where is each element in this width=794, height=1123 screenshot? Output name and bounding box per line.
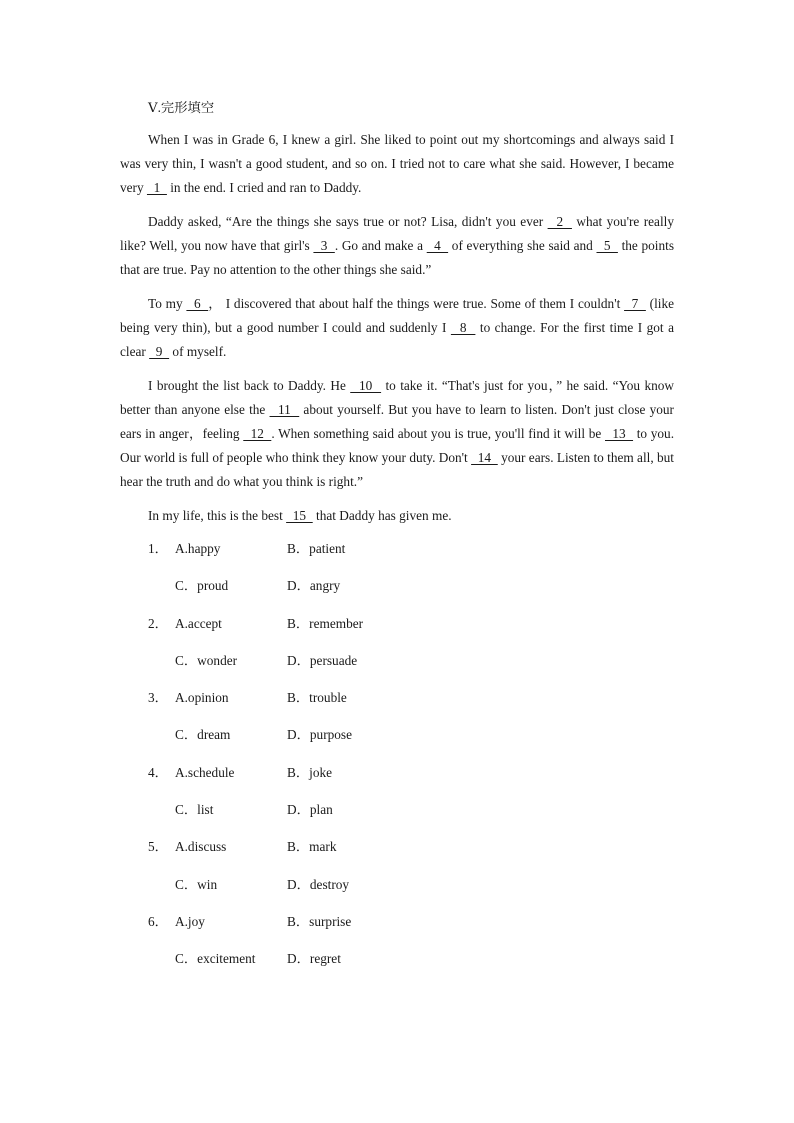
question-number: 5． (148, 839, 168, 855)
option-b: B．remember (287, 615, 364, 631)
passage-text: . When something said about you is true, you'll find it will be (271, 426, 605, 441)
option-a: A.opinion (175, 690, 229, 706)
passage-paragraph (120, 374, 674, 494)
option-a: A.accept (175, 615, 222, 631)
blank-number: 3 (313, 238, 335, 253)
option-a: A.schedule (175, 764, 235, 780)
passage-paragraph (120, 210, 674, 282)
question-row (120, 798, 674, 835)
question-row (120, 649, 674, 686)
passage-text: I brought the list back to Daddy. He (148, 378, 351, 393)
passage-text: what you're really like? Well, you now have that girl's (120, 214, 674, 253)
blank-number: 14 (471, 450, 498, 465)
passage-text: that Daddy has given me. (312, 508, 452, 523)
passage-text: to take it. “That's just for you，” he said. “You know better than anyone else the (120, 378, 674, 417)
option-c: C．win (175, 876, 218, 892)
passage-text: (like being very thin), but a good number I could and suddenly I (120, 296, 675, 335)
option-c: C．list (175, 802, 214, 818)
section-title: Ⅴ.完形填空 (148, 100, 215, 115)
option-c: C．excitement (175, 951, 256, 967)
passage-text: In my life, this is the best (148, 508, 287, 523)
answer-options (120, 537, 674, 985)
option-b: B．patient (287, 541, 346, 556)
passage-text: of everything she said and (448, 238, 597, 253)
blank-number: 2 (547, 214, 572, 229)
passage-text: to you. Our world is full of people who think they know your duty. Don't (120, 426, 675, 465)
option-d: D．purpose (287, 727, 352, 743)
option-c: C．proud (175, 578, 229, 594)
passage-text: Daddy asked, “Are the things she says true or not? Lisa, didn't you ever (148, 214, 548, 229)
option-b: B．joke (287, 764, 333, 780)
blank-number: 5 (596, 238, 618, 253)
option-b: B．trouble (287, 690, 347, 706)
option-a: A.joy (175, 913, 205, 929)
option-a: A.happy (175, 541, 221, 556)
option-d: D．regret (287, 951, 341, 967)
blank-number: 8 (450, 320, 476, 335)
option-a: A.discuss (175, 839, 227, 855)
passage-paragraph (120, 292, 674, 364)
option-d: D．plan (287, 802, 333, 818)
blank-number: 15 (286, 508, 313, 523)
passage-text: about yourself. But you have to learn to listen. Don't just close your ears in anger，feeling (120, 402, 674, 441)
question-number: 3． (148, 690, 168, 706)
cloze-passage (120, 128, 674, 528)
option-c: C．wonder (175, 652, 238, 668)
question-row (120, 537, 674, 574)
passage-text: When I was in Grade 6, I knew a girl. She liked to point out my shortcomings and always said I was very thin, I wasn't a good student, and so on. I tried not to care what she said. However, I became very (120, 132, 674, 195)
question-row (120, 835, 674, 872)
passage-text: of myself. (169, 344, 227, 359)
exercise-content (120, 96, 674, 985)
question-number: 2． (148, 615, 168, 631)
passage-text: To my (148, 296, 187, 311)
passage-text: your ears. Listen to them all, but hear the truth and do what you think is right.” (120, 450, 674, 489)
question-row (120, 612, 674, 649)
blank-number: 4 (426, 238, 449, 253)
question-row (120, 947, 674, 984)
passage-text: the points that are true. Pay no attention to the other things she said.” (120, 238, 675, 277)
blank-number: 9 (149, 344, 170, 359)
option-d: D．persuade (287, 652, 358, 668)
question-number: 1． (148, 541, 168, 556)
option-b: B．surprise (287, 913, 352, 929)
question-row (120, 574, 674, 611)
question-row (120, 873, 674, 910)
question-row (120, 761, 674, 798)
blank-number: 13 (605, 426, 634, 441)
blank-number: 10 (350, 378, 382, 393)
question-row (120, 723, 674, 760)
option-b: B．mark (287, 839, 337, 855)
question-number: 6． (148, 913, 168, 929)
blank-number: 1 (146, 180, 167, 195)
blank-number: 6 (186, 296, 209, 311)
passage-paragraph (120, 504, 674, 528)
passage-paragraph (120, 128, 674, 200)
passage-text: to change. For the first time I got a clear (120, 320, 674, 359)
passage-text: . Go and make a (334, 238, 427, 253)
blank-number: 7 (624, 296, 646, 311)
question-row (120, 910, 674, 947)
blank-number: 12 (243, 426, 272, 441)
option-d: D．angry (287, 578, 341, 594)
option-c: C．dream (175, 727, 231, 743)
passage-text: ， I discovered that about half the things were true. Some of them I couldn't (208, 296, 625, 311)
question-number: 4． (148, 764, 168, 780)
passage-text: in the end. I cried and ran to Daddy. (166, 180, 362, 195)
question-row (120, 686, 674, 723)
option-d: D．destroy (287, 876, 350, 892)
blank-number: 11 (269, 402, 300, 417)
